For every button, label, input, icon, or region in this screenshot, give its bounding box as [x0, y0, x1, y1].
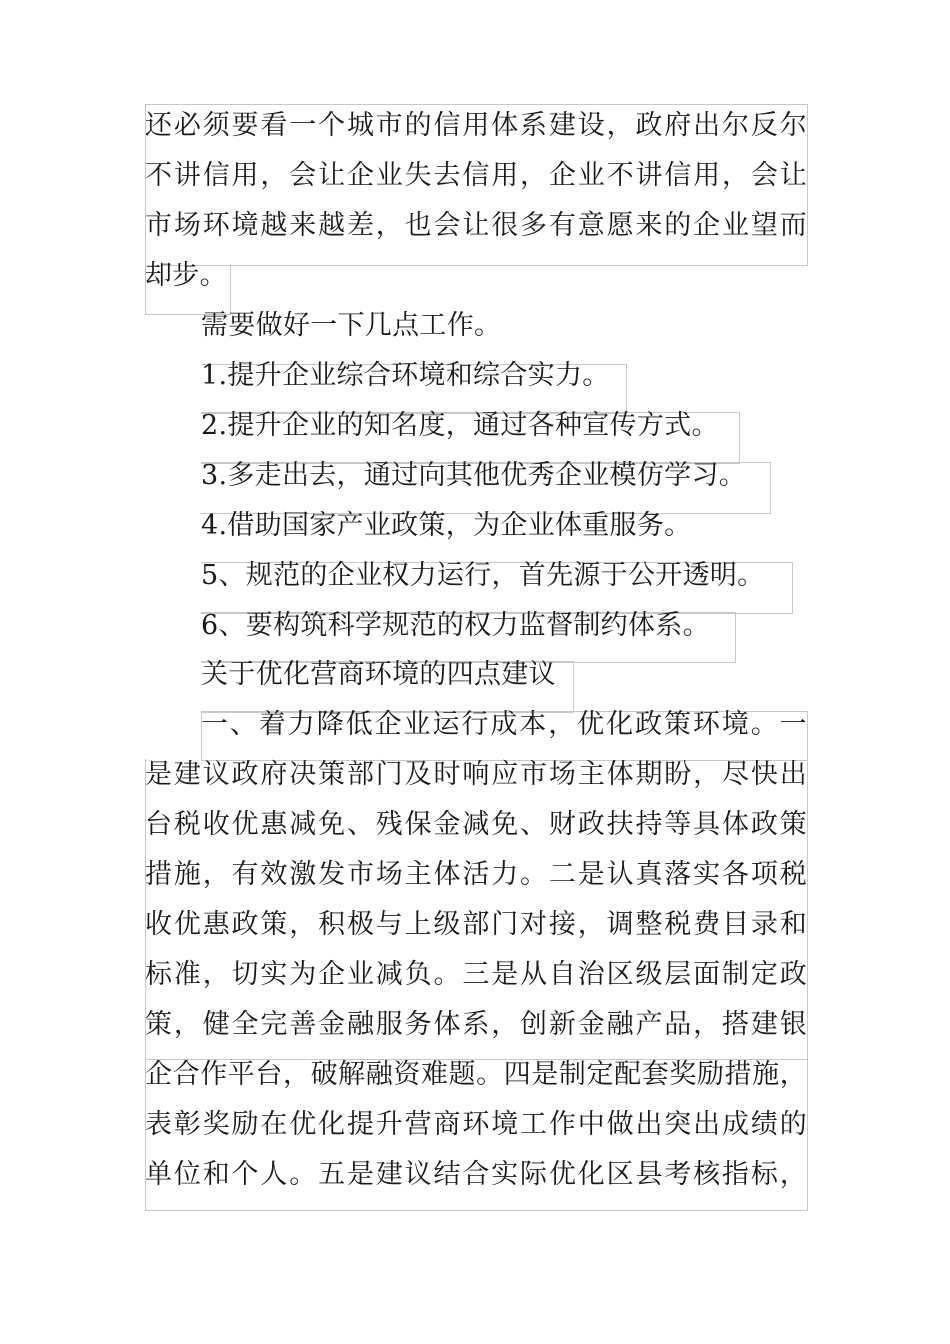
paragraph-line: 表彰奖励在优化提升营商环境工作中做出突出成绩的: [145, 1109, 807, 1140]
paragraph-line: 是建议政府决策部门及时响应市场主体期盼，尽快出: [145, 759, 807, 790]
intro-text: 需要做好一下几点工作。: [201, 310, 502, 341]
paragraph-line: 还必须要看一个城市的信用体系建设，政府出尔反尔: [145, 110, 807, 141]
paragraph-line: 台税收优惠减免、残保金减免、财政扶持等具体政策: [145, 809, 807, 840]
paragraph-line: 市场环境越来越差，也会让很多有意愿来的企业望而: [145, 210, 807, 241]
list-item: 3.多走出去，通过向其他优秀企业模仿学习。: [201, 460, 747, 491]
list-item: 4.借助国家产业政策，为企业体重服务。: [201, 510, 692, 541]
paragraph-line: 企合作平台，破解融资难题。四是制定配套奖励措施，: [145, 1059, 807, 1090]
paragraph-line: 收优惠政策，积极与上级部门对接，调整税费目录和: [145, 909, 807, 940]
paragraph-line: 单位和个人。五是建议结合实际优化区县考核指标，: [145, 1159, 807, 1190]
paragraph-line: 一、着力降低企业运行成本，优化政策环境。一: [201, 709, 807, 740]
paragraph-line: 不讲信用，会让企业失去信用，企业不讲信用，会让: [145, 160, 807, 191]
list-item: 6、要构筑科学规范的权力监督制约体系。: [201, 610, 710, 641]
paragraph-line: 策，健全完善金融服务体系，创新金融产品，搭建银: [145, 1009, 807, 1040]
list-item: 1.提升企业综合环境和综合实力。: [201, 360, 610, 391]
section-heading: 关于优化营商环境的四点建议: [201, 659, 556, 690]
paragraph-line: 标准，切实为企业减负。三是从自治区级层面制定政: [145, 959, 807, 990]
paragraph-line: 措施，有效激发市场主体活力。二是认真落实各项税: [145, 859, 807, 890]
paragraph-line: 却步。: [145, 260, 227, 291]
list-item: 5、规范的企业权力运行，首先源于公开透明。: [201, 560, 765, 591]
list-item: 2.提升企业的知名度，通过各种宣传方式。: [201, 410, 719, 441]
